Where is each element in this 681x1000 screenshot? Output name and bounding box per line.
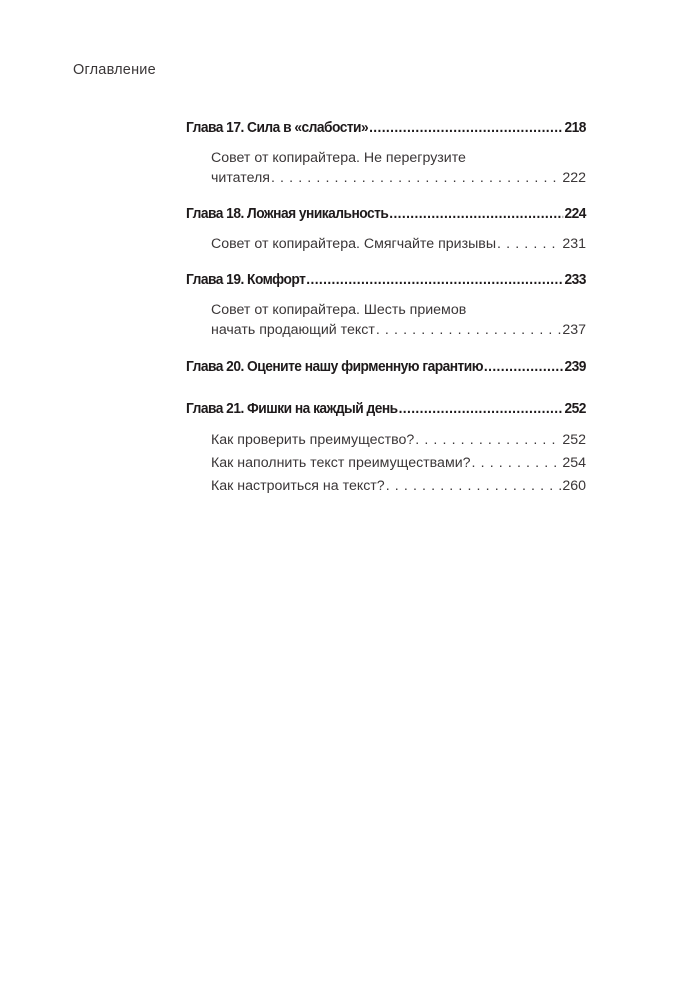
page-number: 252 <box>564 401 586 417</box>
page-number: 260 <box>562 478 586 494</box>
toc-entry-chapter-20[interactable] <box>186 359 586 375</box>
section-title-line-2: начать продающий текст <box>211 322 375 338</box>
toc-entry-section[interactable] <box>211 476 586 496</box>
toc-entry-section[interactable] <box>211 148 586 188</box>
dot-leader <box>389 206 563 222</box>
page-number: 239 <box>564 359 586 375</box>
chapter-title: Глава 21. Фишки на каждый день <box>186 401 398 417</box>
toc-entry-section[interactable] <box>211 430 586 450</box>
chapter-title: Глава 17. Сила в «слабости» <box>186 120 369 136</box>
dot-leader <box>386 476 562 496</box>
page-number: 252 <box>562 432 586 448</box>
dot-leader <box>271 168 561 188</box>
page-number: 218 <box>564 120 586 136</box>
chapter-title: Глава 19. Комфорт <box>186 272 306 288</box>
page-number: 237 <box>562 322 586 338</box>
dot-leader <box>415 430 561 450</box>
dot-leader <box>369 120 563 136</box>
page-number: 233 <box>564 272 586 288</box>
toc-entry-chapter-18[interactable] <box>186 206 586 222</box>
page-number: 222 <box>562 170 586 186</box>
dot-leader <box>399 401 564 417</box>
dot-leader <box>306 272 563 288</box>
chapter-title: Глава 18. Ложная уникальность <box>186 206 389 222</box>
section-title: Совет от копирайтера. Смягчайте призывы <box>211 236 497 252</box>
running-head: Оглавление <box>73 62 156 78</box>
toc-entry-section[interactable] <box>211 234 586 254</box>
toc-entry-chapter-17[interactable] <box>186 120 586 136</box>
dot-leader <box>376 320 562 340</box>
section-title: Как наполнить текст преимуществами? <box>211 455 471 471</box>
page-number: 231 <box>562 236 586 252</box>
toc-entry-section[interactable] <box>211 300 586 340</box>
page-number: 254 <box>562 455 586 471</box>
dot-leader <box>484 359 564 375</box>
section-title-line-1: Совет от копирайтера. Не перегрузите <box>211 150 466 166</box>
dot-leader <box>472 453 562 473</box>
section-title: Как настроиться на текст? <box>211 478 385 494</box>
section-title-line-2: читателя <box>211 170 270 186</box>
dot-leader <box>497 234 561 254</box>
section-title: Как проверить преимущество? <box>211 432 415 448</box>
chapter-title: Глава 20. Оцените нашу фирменную гарантию <box>186 359 483 375</box>
page-number: 224 <box>564 206 586 222</box>
section-title-line-1: Совет от копирайтера. Шесть приемов <box>211 302 467 318</box>
toc-entry-section[interactable] <box>211 453 586 473</box>
toc-entry-chapter-21[interactable] <box>186 401 586 417</box>
toc-entry-chapter-19[interactable] <box>186 272 586 288</box>
